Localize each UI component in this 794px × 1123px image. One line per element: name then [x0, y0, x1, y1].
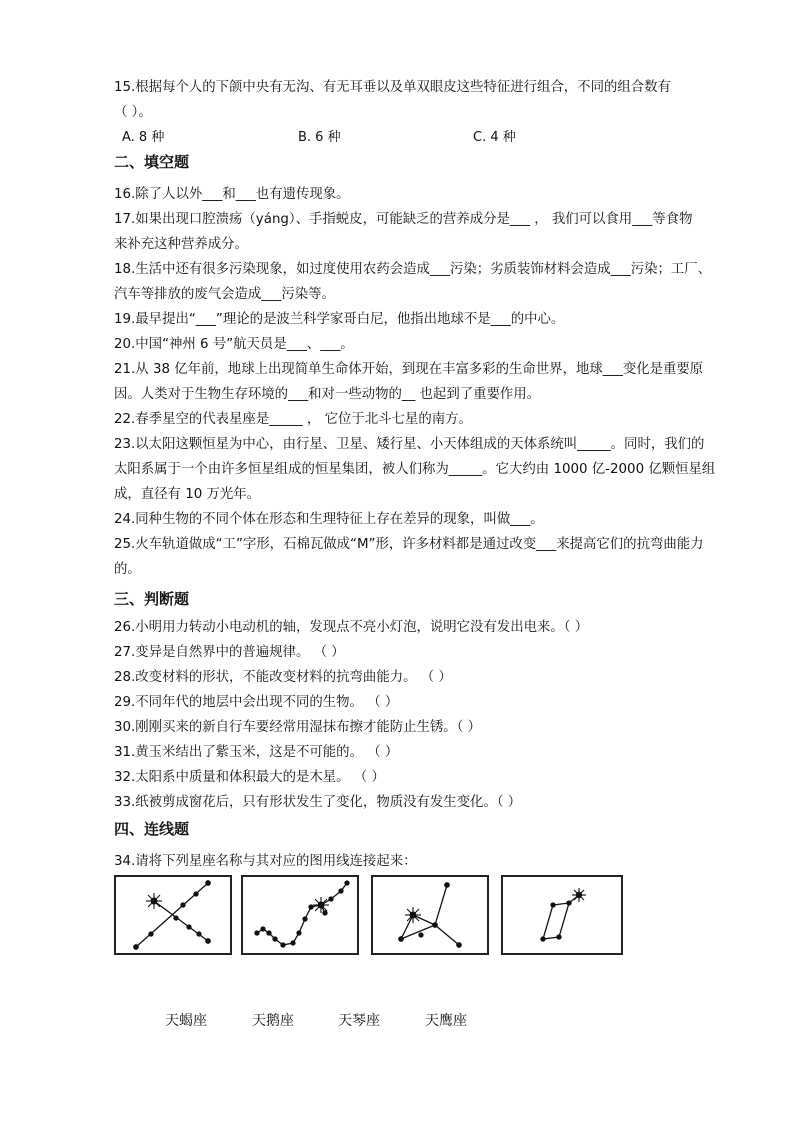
section-fill-heading: 二、填空题 [114, 153, 190, 171]
section-judge-heading: 三、判断题 [114, 590, 190, 608]
q15-option-b: B. 6 种 [298, 130, 341, 145]
q15-option-c: C. 4 种 [473, 130, 516, 145]
constellation-diagram-1 [114, 875, 232, 955]
judge-line: 28.改变材料的形状，不能改变材料的抗弯曲能力。 （ ） [114, 670, 452, 685]
fill-line: 25.火车轨道做成“工”字形，石棉瓦做成“M”形，许多材料都是通过改变___来提高它们的抗弯曲能力 [114, 537, 704, 552]
constellation-diagram-3 [371, 875, 489, 955]
constellation-diagram-2 [241, 875, 359, 955]
fill-line: 22.春季星空的代表星座是_____ ， 它位于北斗七星的南方。 [114, 412, 472, 427]
q15-option-a: A. 8 种 [122, 130, 165, 145]
constellation-name-aquila[interactable]: 天鹰座 [425, 1013, 467, 1029]
constellation-name-lyra[interactable]: 天琴座 [338, 1013, 380, 1029]
judge-line: 32.太阳系中质量和体积最大的是木星。 （ ） [114, 770, 385, 785]
fill-line: 太阳系属于一个由许多恒星组成的恒星集团，被人们称为_____。它大约由 1000 亿-2000 亿颗恒星组 [114, 462, 716, 477]
fill-line: 成，直径有 10 万光年。 [114, 487, 261, 502]
constellation-figure-3 [373, 877, 487, 953]
q15-line1: 15.根据每个人的下颌中央有无沟、有无耳垂以及单双眼皮这些特征进行组合，不同的组合数有 [114, 80, 671, 95]
fill-line: 因。人类对于生物生存环境的___和对一些动物的__ 也起到了重要作用。 [114, 387, 541, 402]
judge-line: 29.不同年代的地层中会出现不同的生物。 （ ） [114, 695, 399, 710]
fill-line: 18.生活中还有很多污染现象，如过度使用农药会造成___污染；劣质装饰材料会造成___污染；工厂、 [114, 262, 712, 277]
q34-instruction: 34.请将下列星座名称与其对应的图用线连接起来： [114, 854, 417, 869]
judge-line: 31.黄玉米结出了紫玉米，这是不可能的。 （ ） [114, 745, 399, 760]
constellation-diagram-4 [501, 875, 623, 955]
fill-line: 16.除了人以外___和___也有遗传现象。 [114, 187, 350, 202]
constellation-figure-2 [243, 877, 357, 953]
fill-line: 19.最早提出“___”理论的是波兰科学家哥白尼，他指出地球不是___的中心。 [114, 312, 565, 327]
fill-line: 24.同种生物的不同个体在形态和生理特征上存在差异的现象，叫做___。 [114, 512, 544, 527]
fill-line: 汽车等排放的废气会造成___污染等。 [114, 287, 335, 302]
constellation-name-scorpius[interactable]: 天蝎座 [165, 1013, 207, 1029]
constellation-figure-1 [116, 877, 230, 953]
constellation-figure-4 [503, 877, 621, 953]
fill-line: 17.如果出现口腔溃疡（yáng）、手指蜕皮，可能缺乏的营养成分是___ ， 我们可以食用___等食物 [114, 212, 693, 227]
judge-line: 30.刚刚买来的新自行车要经常用湿抹布擦才能防止生锈。（ ） [114, 720, 482, 735]
judge-line: 33.纸被剪成窗花后，只有形状发生了变化，物质没有发生变化。（ ） [114, 795, 522, 810]
section-match-heading: 四、连线题 [114, 820, 190, 838]
judge-line: 26.小明用力转动小电动机的轴，发现点不亮小灯泡，说明它没有发出电来。（ ） [114, 620, 589, 635]
fill-line: 20.中国“神州 6 号”航天员是___、___。 [114, 337, 354, 352]
q15-line2: （ ）。 [114, 105, 152, 120]
fill-line: 23.以太阳这颗恒星为中心，由行星、卫星、矮行星、小天体组成的天体系统叫_____。同时，我们的 [114, 437, 705, 452]
fill-line: 21.从 38 亿年前，地球上出现简单生命体开始，到现在丰富多彩的生命世界，地球___变化是重要原 [114, 362, 704, 377]
constellation-name-cygnus[interactable]: 天鹅座 [252, 1013, 294, 1029]
judge-line: 27.变异是自然界中的普遍规律。 （ ） [114, 645, 345, 660]
fill-line: 来补充这种营养成分。 [114, 237, 248, 252]
fill-line: 的。 [114, 562, 141, 577]
